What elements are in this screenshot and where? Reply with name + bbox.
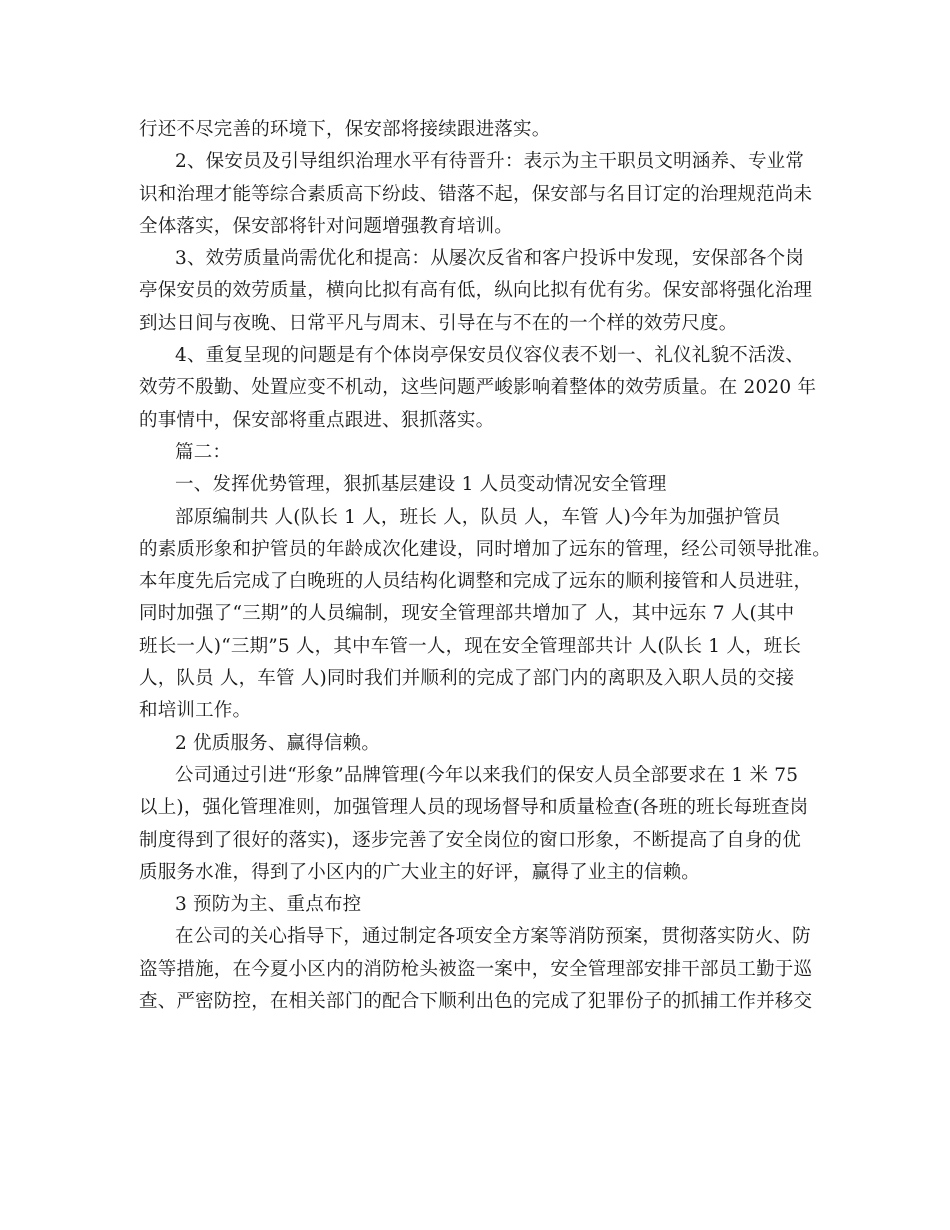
section-heading: 3 预防为主、重点布控 (175, 894, 362, 916)
text-line: 查、严密防控，在相关部门的配合下顺利出色的完成了犯罪份子的抓捕工作并移交 (139, 991, 813, 1013)
text-line: 的事情中，保安部将重点跟进、狠抓落实。 (139, 409, 495, 431)
section-heading: 2 优质服务、赢得信赖。 (175, 732, 381, 754)
text-line: 4、重复呈现的问题是有个体岗亭保安员仪容仪表不划一、礼仪礼貌不活泼、 (175, 345, 805, 367)
section-heading: 一、发挥优势管理，狠抓基层建设 1 人员变动情况安全管理 (175, 474, 667, 496)
document-body (139, 114, 829, 1018)
text-line: 亭保安员的效劳质量，横向比拟有高有低，纵向比拟有优有劣。保安部将强化治理 (139, 280, 813, 302)
text-line: 盗等措施，在今夏小区内的消防枪头被盗一案中，安全管理部安排干部员工勤于巡 (139, 958, 813, 980)
text-line: 的素质形象和护管员的年龄成次化建设，同时增加了远东的管理，经公司领导批准。 (139, 538, 831, 560)
text-line: 公司通过引进“形象”品牌管理(今年以来我们的保安人员全部要求在 1 米 75 (175, 764, 799, 786)
section-heading: 篇二： (175, 441, 232, 463)
text-line: 和培训工作。 (139, 700, 252, 722)
text-line: 3、效劳质量尚需优化和提高：从屡次反省和客户投诉中发现，安保部各个岗 (175, 248, 805, 270)
text-line: 效劳不殷勤、处置应变不机动，这些问题严峻影响着整体的效劳质量。在 2020 年 (139, 377, 817, 399)
text-line: 全体落实，保安部将针对问题增强教育培训。 (139, 215, 514, 237)
text-line: 班长一人)“三期”5 人，其中车管一人，现在安全管理部共计 人(队长 1 人，班长 (139, 635, 802, 657)
text-line: 部原编制共 人(队长 1 人，班长 人，队员 人，车管 人)今年为加强护管员 (175, 506, 781, 528)
text-line: 识和治理才能等综合素质高下纷歧、错落不起，保安部与名目订定的治理规范尚未 (139, 183, 813, 205)
text-line: 在公司的关心指导下，通过制定各项安全方案等消防预案，贯彻落实防火、防 (175, 926, 811, 948)
text-line: 质服务水准，得到了小区内的广大业主的好评，赢得了业主的信赖。 (139, 861, 701, 883)
text-line: 到达日间与夜晚、日常平凡与周末、引导在与不在的一个样的效劳尺度。 (139, 312, 738, 334)
text-line: 人，队员 人，车管 人)同时我们并顺利的完成了部门内的离职及入职人员的交接 (139, 668, 795, 690)
text-line: 同时加强了“三期”的人员编制，现安全管理部共增加了 人，其中远东 7 人(其中 (139, 603, 795, 625)
text-line: 2、保安员及引导组织治理水平有待晋升：表示为主干职员文明涵养、专业常 (175, 151, 805, 173)
text-line: 行还不尽完善的环境下，保安部将接续跟进落实。 (139, 119, 551, 140)
text-line: 制度得到了很好的落实)，逐步完善了安全岗位的窗口形象，不断提高了自身的优 (139, 829, 801, 851)
text-line: 以上)，强化管理准则，加强管理人员的现场督导和质量检查(各班的班长每班查岗 (139, 797, 809, 819)
text-line: 本年度先后完成了白晚班的人员结构化调整和完成了远东的顺利接管和人员进驻， (139, 571, 813, 593)
